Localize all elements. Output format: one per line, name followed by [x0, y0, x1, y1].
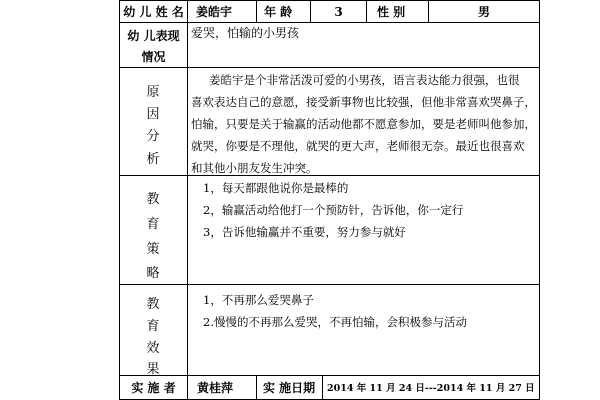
- table-row-divider: [119, 67, 539, 68]
- implementation-date-value: 2014 年 11 月 24 日---2014 年 11 月 27 日: [327, 383, 535, 394]
- child-name-value: 姜皓宇: [196, 5, 233, 19]
- strategy-item: 2，输赢活动给他打一个预防针，告诉他，你一定行: [203, 203, 464, 217]
- analysis-label-char: 析: [146, 152, 160, 167]
- implementer-label: 实 施 者: [131, 381, 176, 395]
- analysis-text-line: 和其他小朋友发生冲突。: [191, 161, 318, 175]
- analysis-text-line: 就哭，你要是不理他，就哭的更大声，老师很无奈。最近也很喜欢: [191, 139, 525, 153]
- age-label: 年 龄: [264, 5, 293, 19]
- child-name-label: 幼 儿 姓 名: [123, 5, 184, 19]
- table-border-top: [119, 0, 539, 1]
- footer-column-divider: [322, 375, 323, 399]
- table-row-divider: [119, 284, 539, 285]
- analysis-label-char: 原: [146, 85, 160, 100]
- implementation-date-label: 实 施日期: [263, 381, 316, 395]
- gender-value: 男: [477, 5, 490, 19]
- strategy-label-char: 策: [146, 242, 160, 257]
- implementer-value: 黄桂萍: [197, 381, 234, 395]
- table-row-divider: [119, 22, 539, 23]
- gender-label: 性 别: [377, 5, 406, 19]
- performance-label-line1: 幼 儿表现: [127, 29, 180, 43]
- effect-label-char: 教: [146, 297, 160, 312]
- analysis-text-line: 喜欢表达自己的意愿，接受新事物也比较强，但他非常喜欢哭鼻子，: [191, 95, 536, 109]
- table-row-divider: [119, 175, 539, 176]
- strategy-label-char: 育: [146, 217, 160, 232]
- age-value: 3: [334, 5, 343, 19]
- analysis-text-line: 姜皓宇是个非常活泼可爱的小男孩，语言表达能力很强，也很: [209, 73, 520, 87]
- strategy-label-char: 教: [146, 192, 160, 207]
- strategy-item: 3，告诉他输赢并不重要，努力参与就好: [203, 225, 406, 239]
- effect-label-char: 效: [146, 341, 160, 356]
- analysis-label-char: 因: [146, 107, 160, 122]
- effect-label-char: 育: [146, 319, 160, 334]
- footer-column-divider: [256, 375, 257, 399]
- strategy-label-char: 略: [146, 266, 160, 281]
- table-row-divider: [119, 375, 539, 376]
- effect-label-char: 果: [146, 362, 160, 377]
- analysis-text-line: 怕输，只要是关于输赢的活动他都不愿意参加，要是老师叫他参加，: [191, 117, 536, 131]
- effect-item: 1，不再那么爱哭鼻子: [203, 293, 314, 307]
- performance-label-line2: 情况: [141, 50, 166, 64]
- analysis-label-char: 分: [146, 129, 160, 144]
- header-column-divider: [366, 0, 367, 22]
- performance-value: 爱哭，怕输的小男孩: [191, 26, 300, 40]
- header-column-divider: [256, 0, 257, 22]
- table-border-right: [539, 0, 540, 400]
- effect-item: 2.慢慢的不再那么爱哭，不再怕输，会积极参与活动: [203, 315, 467, 329]
- strategy-item: 1，每天都跟他说你是最棒的: [203, 181, 349, 195]
- label-column-divider: [187, 0, 188, 400]
